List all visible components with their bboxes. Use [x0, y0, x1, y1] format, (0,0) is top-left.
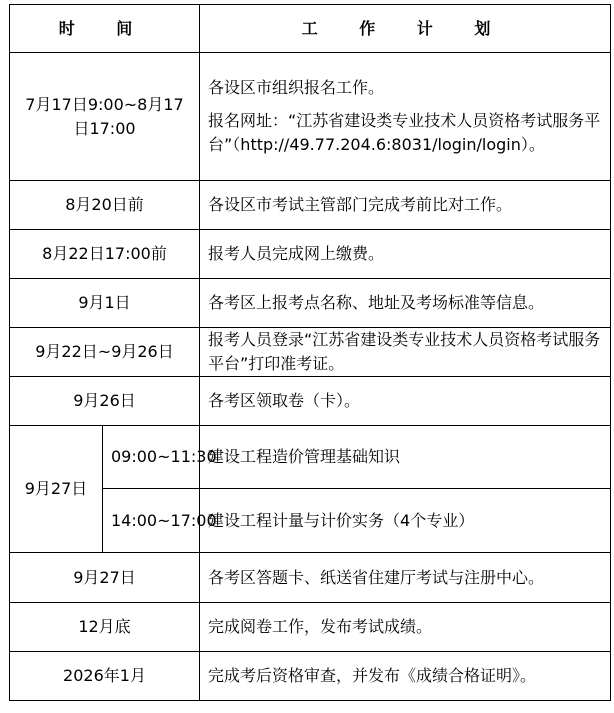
plan-cell: 各设区市考试主管部门完成考前比对工作。 — [200, 181, 611, 230]
time-cell: 8月20日前 — [10, 181, 200, 230]
header-row — [10, 5, 611, 53]
table-row — [10, 377, 611, 426]
time-cell: 8月22日17:00前 — [10, 230, 200, 279]
table-row — [10, 53, 611, 181]
table-row — [10, 181, 611, 230]
table-row — [10, 426, 611, 489]
plan-cell: 各考区上报考点名称、地址及考场标准等信息。 — [200, 279, 611, 328]
plan-text: 各设区市组织报名工作。 — [208, 78, 385, 97]
plan-cell: 建设工程造价管理基础知识 — [200, 426, 611, 489]
table-row — [10, 652, 611, 701]
table-row — [10, 230, 611, 279]
exam-schedule-table — [9, 4, 611, 701]
plan-text: 报名网址：“江苏省建设类专业技术人员资格考试服务平台”（http://49.77.204.6:8031/login/login）。 — [208, 111, 601, 154]
time-cell: 9月27日 — [10, 426, 103, 553]
session-time-cell: 14:00~17:00 — [103, 489, 200, 553]
plan-cell: 报考人员完成网上缴费。 — [200, 230, 611, 279]
plan-cell: 报考人员登录“江苏省建设类专业技术人员资格考试服务平台”打印准考证。 — [200, 328, 611, 377]
plan-cell: 完成阅卷工作，发布考试成绩。 — [200, 603, 611, 652]
table-row — [10, 328, 611, 377]
header-time: 时 间 — [10, 5, 200, 53]
header-plan: 工 作 计 划 — [200, 5, 611, 53]
time-cell: 9月1日 — [10, 279, 200, 328]
time-cell: 9月22日~9月26日 — [10, 328, 200, 377]
plan-cell: 建设工程计量与计价实务（4个专业） — [200, 489, 611, 553]
time-cell: 12月底 — [10, 603, 200, 652]
time-cell: 9月26日 — [10, 377, 200, 426]
plan-cell: 各考区领取卷（卡）。 — [200, 377, 611, 426]
table-row — [10, 279, 611, 328]
time-cell: 2026年1月 — [10, 652, 200, 701]
plan-cell: 各考区答题卡、纸送省住建厅考试与注册中心。 — [200, 553, 611, 603]
time-cell: 7月17日9:00~8月17日17:00 — [10, 53, 200, 181]
table-row — [10, 553, 611, 603]
plan-cell: 完成考后资格审查，并发布《成绩合格证明》。 — [200, 652, 611, 701]
plan-cell — [200, 53, 611, 181]
session-time-cell: 09:00~11:30 — [103, 426, 200, 489]
table-row — [10, 603, 611, 652]
time-cell: 9月27日 — [10, 553, 200, 603]
